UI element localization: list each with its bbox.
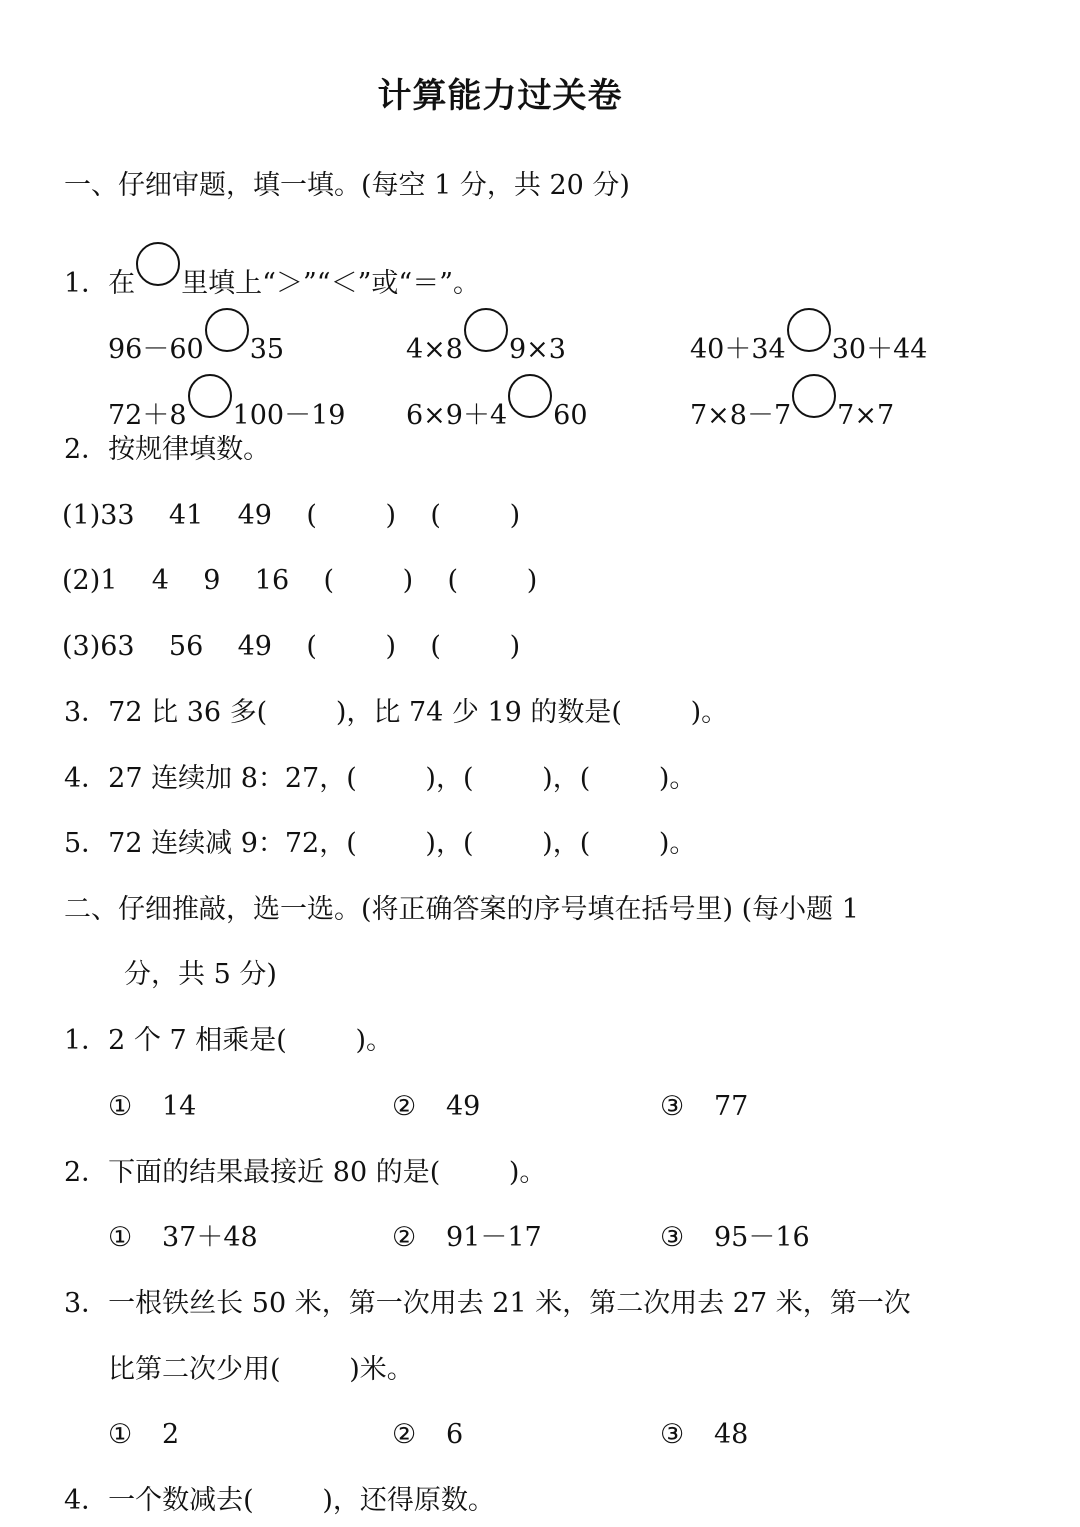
q1-suffix: 里填上“＞”“＜”或“＝”。 [181,268,481,299]
option[interactable] [108,1220,258,1256]
compare-left: 4×8 [406,334,463,365]
section2-heading-cont: 分，共 5 分) [124,959,277,990]
sequence-numbers: (1)33 41 49 [62,500,272,531]
option-value: 91－17 [446,1222,542,1253]
page-title: 计算能力过关卷 [377,76,623,116]
choice-question: 1．2 个 7 相乘是( )。 [64,1025,394,1056]
compare-left: 72＋8 [108,400,187,431]
option-mark: ② [392,1419,417,1450]
q5-text: 5．72 连续减 9：72，( )，( )，( )。 [64,828,697,859]
compare-right: 30＋44 [831,334,928,365]
answer-circle[interactable] [787,308,831,352]
option-mark: ① [108,1222,133,1253]
sequence-row [62,629,520,665]
q1-prefix: 1．在 [64,268,136,299]
option[interactable] [108,1417,179,1453]
sequence-numbers: (2)1 4 9 16 [62,565,290,596]
option-value: 6 [446,1419,464,1450]
compare-right: 100－19 [232,400,346,431]
compare-item [108,374,345,434]
option-value: 14 [162,1091,197,1122]
option[interactable] [660,1089,748,1125]
option-value: 49 [446,1091,481,1122]
option-mark: ① [108,1419,133,1450]
compare-right: 9×3 [508,334,566,365]
answer-circle[interactable] [792,374,836,418]
sequence-numbers: (3)63 56 49 [62,631,272,662]
option-mark: ② [392,1222,417,1253]
q4-text: 4．27 连续加 8：27，( )，( )，( )。 [64,763,697,794]
option-mark: ① [108,1091,133,1122]
compare-left: 6×9＋4 [406,400,508,431]
option-value: 37＋48 [162,1222,258,1253]
option[interactable] [660,1220,810,1256]
answer-circle[interactable] [188,374,232,418]
compare-right: 7×7 [837,400,895,431]
section1-heading: 一、仔细审题，填一填。(每空 1 分，共 20 分) [64,170,630,201]
option-value: 95－16 [714,1222,810,1253]
q1-instruction [64,242,480,302]
sequence-blanks[interactable]: ( ) ( ) [323,565,538,596]
choice-question: 3．一根铁丝长 50 米，第一次用去 21 米，第二次用去 27 米，第一次 [64,1288,911,1319]
sequence-row [62,563,537,599]
sequence-blanks[interactable]: ( ) ( ) [306,631,521,662]
option-mark: ③ [660,1091,685,1122]
compare-item [406,374,588,434]
option[interactable] [392,1417,463,1453]
option-mark: ③ [660,1222,685,1253]
compare-item [108,308,284,368]
choice-question: 4．一个数减去( )，还得原数。 [64,1485,495,1516]
compare-item [690,374,894,434]
compare-right: 35 [249,334,285,365]
option[interactable] [392,1220,542,1256]
choice-question: 2．下面的结果最接近 80 的是( )。 [64,1157,547,1188]
section2-heading: 二、仔细推敲，选一选。(将正确答案的序号填在括号里) (每小题 1 [64,894,859,925]
compare-left: 40＋34 [690,334,786,365]
answer-circle[interactable] [205,308,249,352]
option-value: 77 [714,1091,749,1122]
q2-label: 2．按规律填数。 [64,434,271,465]
option-mark: ③ [660,1419,685,1450]
comparison-circle-icon [136,242,180,286]
choice-question-cont: 比第二次少用( )米。 [108,1354,414,1385]
compare-left: 7×8－7 [690,400,792,431]
option-mark: ② [392,1091,417,1122]
sequence-blanks[interactable]: ( ) ( ) [306,500,521,531]
compare-item [406,308,566,368]
answer-circle[interactable] [508,374,552,418]
compare-right: 60 [553,400,588,431]
compare-item [690,308,927,368]
option[interactable] [660,1417,748,1453]
option-value: 2 [162,1419,180,1450]
sequence-row [62,498,520,534]
option-value: 48 [714,1419,749,1450]
compare-left: 96－60 [108,334,204,365]
option[interactable] [392,1089,480,1125]
option[interactable] [108,1089,196,1125]
q3-text: 3．72 比 36 多( )，比 74 少 19 的数是( )。 [64,697,729,728]
answer-circle[interactable] [464,308,508,352]
